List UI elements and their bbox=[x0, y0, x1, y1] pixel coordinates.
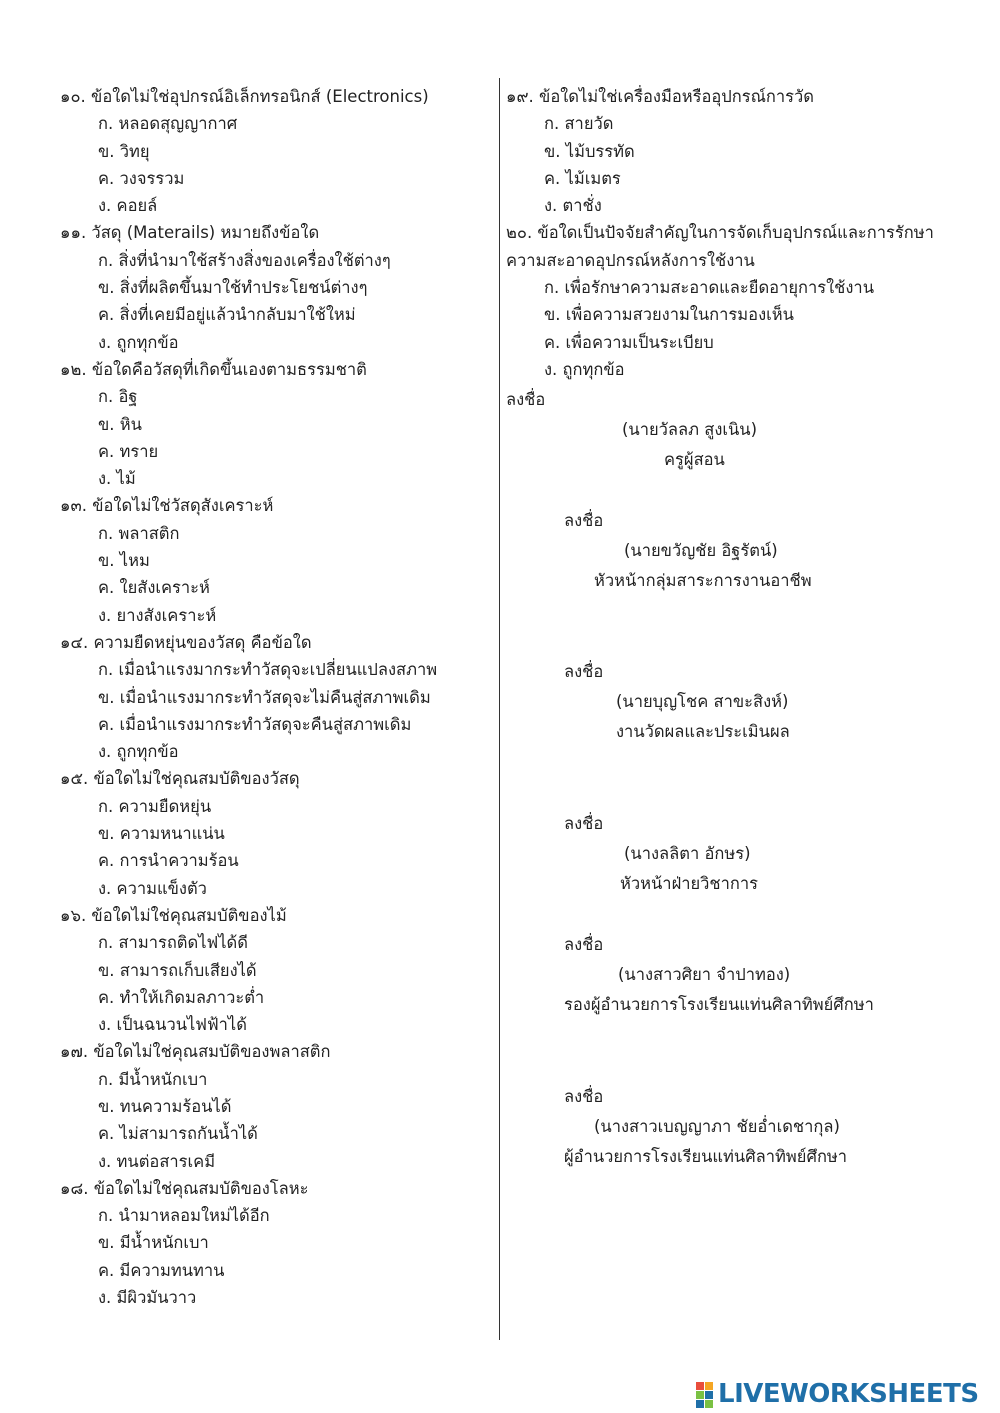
option: ง. ความแข็งตัว bbox=[98, 878, 207, 898]
option: ก. นำมาหลอมใหม่ได้อีก bbox=[98, 1206, 270, 1226]
question-14 bbox=[60, 629, 490, 765]
option: ข. วิทยุ bbox=[98, 141, 150, 161]
question-text: ๑๑. วัสดุ (Materails) หมายถึงข้อใด bbox=[60, 223, 320, 243]
option: ง. ถูกทุกข้อ bbox=[98, 332, 179, 352]
signature-label: ลงชื่อ bbox=[564, 662, 604, 681]
question-11 bbox=[60, 219, 490, 355]
left-column bbox=[60, 83, 490, 1311]
question-text: ๑๖. ข้อใดไม่ใช่คุณสมบัติของไม้ bbox=[60, 905, 287, 925]
option: ค. ใยสังเคราะห์ bbox=[98, 578, 210, 598]
liveworksheets-logo-text: LIVEWORKSHEETS bbox=[718, 1379, 979, 1409]
signature-block-department-head bbox=[564, 506, 812, 596]
option: ข. ความหนาแน่น bbox=[98, 824, 225, 844]
option: ข. เพื่อความสวยงามในการมองเห็น bbox=[544, 305, 794, 325]
option: ก. เพื่อรักษาความสะอาดและยืดอายุการใช้งาน bbox=[544, 278, 874, 298]
option: ง. ทนต่อสารเคมี bbox=[98, 1151, 216, 1171]
signature-label: ลงชื่อ bbox=[506, 390, 546, 409]
signature-label: ลงชื่อ bbox=[564, 511, 604, 530]
signatory-position: งานวัดผลและประเมินผล bbox=[616, 722, 790, 741]
question-text: ๑๗. ข้อใดไม่ใช่คุณสมบัติของพลาสติก bbox=[60, 1042, 331, 1062]
option: ค. วงจรรวม bbox=[98, 168, 185, 188]
option: ง. ถูกทุกข้อ bbox=[544, 359, 625, 379]
question-text: ๑๒. ข้อใดคือวัสดุที่เกิดขึ้นเองตามธรรมชาติ bbox=[60, 359, 367, 379]
signature-block-deputy-director bbox=[564, 930, 874, 1020]
option: ข. ทนความร้อนได้ bbox=[98, 1096, 232, 1116]
option: ก. มีน้ำหนักเบา bbox=[98, 1069, 208, 1089]
question-text: ๒๐. ข้อใดเป็นปัจจัยสำคัญในการจัดเก็บอุปกรณ์และการรักษา bbox=[506, 223, 934, 243]
option: ง. ยางสังเคราะห์ bbox=[98, 605, 217, 625]
signatory-position: หัวหน้าฝ่ายวิชาการ bbox=[620, 874, 759, 893]
question-text-continued: ความสะอาดอุปกรณ์หลังการใช้งาน bbox=[506, 250, 755, 270]
option: ค. เพื่อความเป็นระเบียบ bbox=[544, 332, 714, 352]
option: ง. คอยล์ bbox=[98, 196, 158, 216]
option: ค. ทำให้เกิดมลภาวะต่ำ bbox=[98, 987, 265, 1007]
option: ก. เมื่อนำแรงมากระทำวัสดุจะเปลี่ยนแปลงสภาพ bbox=[98, 660, 438, 680]
option: ค. เมื่อนำแรงมากระทำวัสดุจะคืนสู่สภาพเดิม bbox=[98, 714, 412, 734]
option: ง. ตาชั่ง bbox=[544, 196, 602, 216]
question-17 bbox=[60, 1038, 490, 1174]
question-10 bbox=[60, 83, 490, 219]
option: ค. มีความทนทาน bbox=[98, 1260, 225, 1280]
signatory-name: (นายบุญโชค สาขะสิงห์) bbox=[616, 692, 789, 711]
question-20 bbox=[506, 219, 986, 383]
signatory-name: (นายวัลลภ สูงเนิน) bbox=[622, 420, 758, 439]
liveworksheets-logo-icon bbox=[696, 1380, 714, 1408]
question-15 bbox=[60, 765, 490, 901]
question-text: ๑๘. ข้อใดไม่ใช่คุณสมบัติของโลหะ bbox=[60, 1178, 309, 1198]
option: ง. เป็นฉนวนไฟฟ้าได้ bbox=[98, 1015, 247, 1035]
signature-label: ลงชื่อ bbox=[564, 814, 604, 833]
liveworksheets-logo[interactable] bbox=[696, 1378, 979, 1410]
option: ข. ไม้บรรทัด bbox=[544, 141, 635, 161]
option: ข. มีน้ำหนักเบา bbox=[98, 1233, 209, 1253]
option: ก. หลอดสุญญากาศ bbox=[98, 114, 238, 134]
option: ข. หิน bbox=[98, 414, 142, 434]
option: ก. สามารถติดไฟได้ดี bbox=[98, 933, 248, 953]
question-text: ๑๓. ข้อใดไม่ใช่วัสดุสังเคราะห์ bbox=[60, 496, 274, 516]
option: ข. สามารถเก็บเสียงได้ bbox=[98, 960, 257, 980]
signatory-position: ผู้อำนวยการโรงเรียนแท่นศิลาทิพย์ศึกษา bbox=[564, 1147, 848, 1166]
question-18 bbox=[60, 1175, 490, 1311]
question-12 bbox=[60, 356, 490, 492]
column-divider bbox=[499, 78, 500, 1340]
option: ง. มีผิวมันวาว bbox=[98, 1288, 197, 1308]
signature-block-teacher bbox=[506, 385, 757, 475]
signature-label: ลงชื่อ bbox=[564, 935, 604, 954]
signature-block-director bbox=[564, 1082, 847, 1172]
option: ก. สิ่งที่นำมาใช้สร้างสิ่งของเครื่องใช้ต่างๆ bbox=[98, 250, 391, 270]
question-19 bbox=[506, 83, 986, 219]
option: ค. ทราย bbox=[98, 441, 159, 461]
signatory-position: หัวหน้ากลุ่มสาระการงานอาชีพ bbox=[594, 571, 812, 590]
question-text: ๑๕. ข้อใดไม่ใช่คุณสมบัติของวัสดุ bbox=[60, 769, 300, 789]
question-13 bbox=[60, 492, 490, 628]
option: ก. ความยืดหยุ่น bbox=[98, 796, 212, 816]
option: ก. สายวัด bbox=[544, 114, 614, 134]
question-16 bbox=[60, 902, 490, 1038]
option: ข. ไหม bbox=[98, 551, 150, 571]
right-column bbox=[506, 83, 986, 383]
signatory-name: (นางลลิตา อักษร) bbox=[624, 844, 751, 863]
signatory-position: ครูผู้สอน bbox=[664, 450, 725, 469]
option: ง. ถูกทุกข้อ bbox=[98, 742, 179, 762]
option: ค. การนำความร้อน bbox=[98, 851, 239, 871]
option: ค. ไม้เมตร bbox=[544, 168, 621, 188]
signatory-name: (นางสาวศิยา จำปาทอง) bbox=[618, 965, 791, 984]
option: ค. ไม่สามารถกันน้ำได้ bbox=[98, 1124, 258, 1144]
signature-block-evaluation bbox=[564, 657, 790, 747]
signatory-name: (นางสาวเบญญาภา ชัยอ่ำเดชากุล) bbox=[594, 1117, 840, 1136]
question-text: ๑๔. ความยืดหยุ่นของวัสดุ คือข้อใด bbox=[60, 632, 312, 652]
option: ง. ไม้ bbox=[98, 469, 136, 489]
question-text: ๑๙. ข้อใดไม่ใช่เครื่องมือหรืออุปกรณ์การวัด bbox=[506, 87, 815, 106]
signatory-name: (นายขวัญชัย อิฐรัตน์) bbox=[624, 541, 778, 560]
option: ค. สิ่งที่เคยมีอยู่แล้วนำกลับมาใช้ใหม่ bbox=[98, 305, 356, 325]
option: ก. พลาสติก bbox=[98, 523, 180, 543]
option: ก. อิฐ bbox=[98, 387, 138, 407]
option: ข. สิ่งที่ผลิตขึ้นมาใช้ทำประโยชน์ต่างๆ bbox=[98, 278, 368, 298]
signature-block-academic-head bbox=[564, 809, 758, 899]
option: ข. เมื่อนำแรงมากระทำวัสดุจะไม่คืนสู่สภาพเดิม bbox=[98, 687, 431, 707]
signatory-position: รองผู้อำนวยการโรงเรียนแท่นศิลาทิพย์ศึกษา bbox=[564, 995, 874, 1014]
signature-label: ลงชื่อ bbox=[564, 1087, 604, 1106]
question-text: ๑๐. ข้อใดไม่ใช่อุปกรณ์อิเล็กทรอนิกส์ (Electronics) bbox=[60, 87, 429, 106]
